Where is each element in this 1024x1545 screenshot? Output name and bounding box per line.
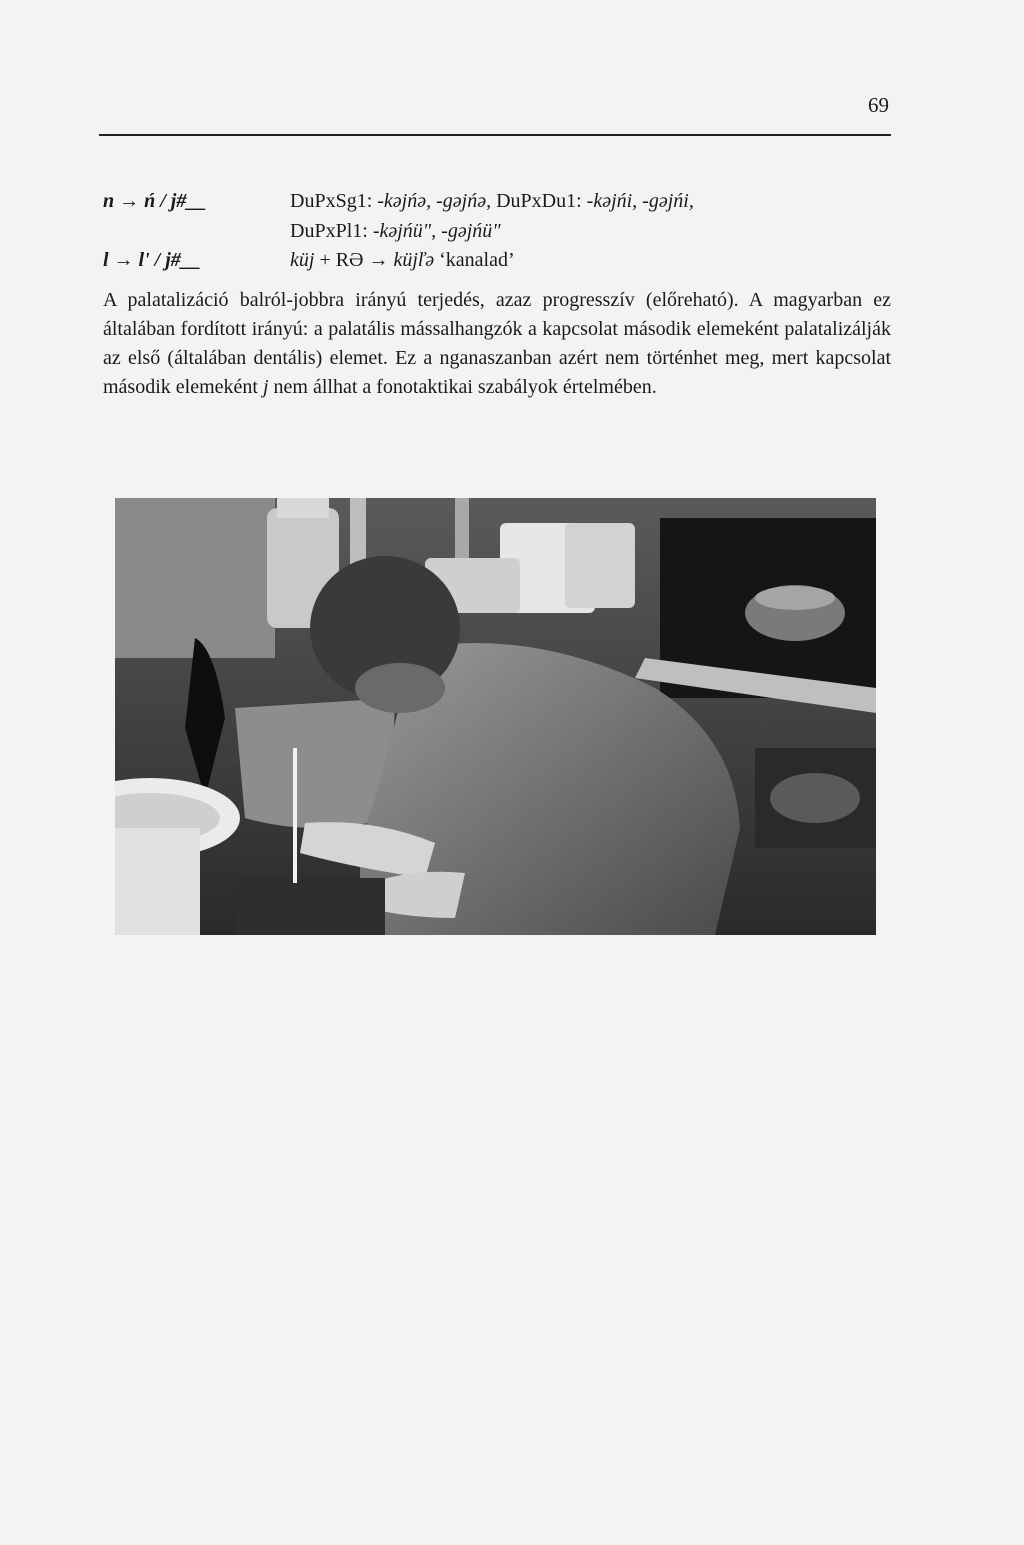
- photograph-drawing: [115, 498, 876, 935]
- rule-row-lateral: [103, 246, 515, 274]
- rule-row-nasal: [103, 187, 694, 215]
- rule-lhs-nasal: n → ń / j#__: [103, 190, 207, 212]
- rule-rhs-part: -kəjńə, -gəjńə,: [377, 190, 497, 212]
- rule-rhs-part: DuPxPl1:: [290, 220, 373, 242]
- page-number: 69: [868, 93, 889, 117]
- rule-rhs-part: DuPxSg1:: [290, 190, 378, 212]
- rule-rhs-part: -kəjńü", -gəjńü": [372, 220, 501, 242]
- rule-rhs-part: küj: [290, 249, 315, 271]
- rule-rhs-lateral: [290, 246, 515, 274]
- rule-lhs-lateral: l → l' / j#__: [103, 249, 201, 271]
- rule-rhs-part: küjľə: [393, 249, 435, 271]
- paragraph-text: nem állhat a fonotaktikai szabályok értelmében.: [268, 376, 657, 398]
- rule-rhs-part: ‘kanalad’: [434, 249, 515, 271]
- header-rule: [99, 134, 891, 136]
- body-paragraph: [103, 286, 891, 402]
- rule-rhs-nasal: [290, 187, 694, 215]
- paragraph-text: A palatalizáció balról-jobbra irányú terjedés, azaz progresszív (előreható). A magyarban ez általában fordított irányú: a palatális mássalhangzók a kapcsolat második elemeként palatalizálják az első (általában dentális) elemet. Ez a nganaszanban azért nem történhet meg, mert kapcsolat második elemeként: [103, 289, 891, 398]
- rule-rhs-part: -kəjńi, -gəjńi,: [586, 190, 694, 212]
- rule-continuation-nasal: [290, 217, 501, 245]
- photograph: [115, 498, 876, 935]
- rule-rhs-part: DuPxDu1:: [496, 190, 587, 212]
- rule-rhs-part: + RƏ →: [314, 249, 394, 271]
- paragraph-italic-j: j: [262, 376, 269, 398]
